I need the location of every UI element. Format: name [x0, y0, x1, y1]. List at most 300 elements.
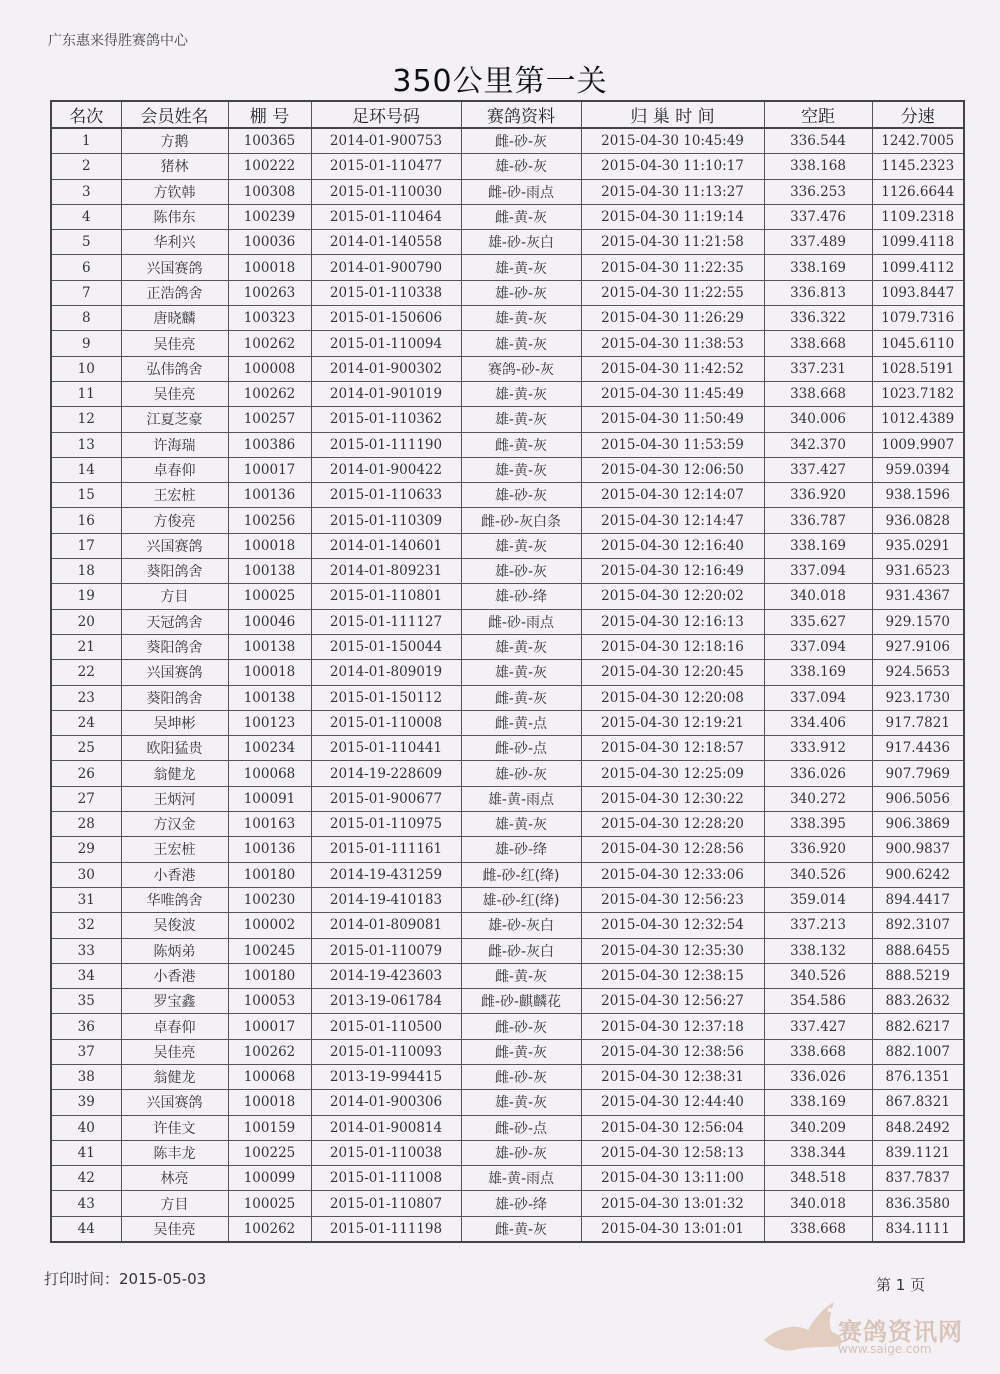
bird-info-cell: 雌-黄-灰: [461, 432, 581, 457]
speed-cell: 959.0394: [872, 457, 964, 482]
speed-cell: 892.3107: [872, 913, 964, 938]
ring-cell: 2015-01-900677: [311, 786, 461, 811]
ring-cell: 2015-01-110094: [311, 331, 461, 356]
bird-info-cell: 雄-黄-灰: [461, 381, 581, 406]
arrival-time-cell: 2015-04-30 12:20:08: [581, 685, 764, 710]
rank-cell: 26: [51, 761, 121, 786]
member-cell: 葵阳鸽舍: [121, 634, 228, 659]
bird-info-cell: 雌-黄-灰: [461, 1216, 581, 1242]
distance-cell: 336.813: [764, 280, 872, 305]
loft-cell: 100386: [228, 432, 311, 457]
arrival-time-cell: 2015-04-30 12:56:27: [581, 989, 764, 1014]
bird-info-cell: 雌-砂-点: [461, 736, 581, 761]
distance-cell: 338.668: [764, 1216, 872, 1242]
speed-cell: 1023.7182: [872, 381, 964, 406]
arrival-time-cell: 2015-04-30 13:01:01: [581, 1216, 764, 1242]
arrival-time-cell: 2015-04-30 11:42:52: [581, 356, 764, 381]
speed-cell: 888.6455: [872, 938, 964, 963]
speed-cell: 834.1111: [872, 1216, 964, 1242]
arrival-time-cell: 2015-04-30 12:18:16: [581, 634, 764, 659]
ring-cell: 2015-01-110477: [311, 154, 461, 179]
speed-cell: 900.9837: [872, 837, 964, 862]
table-row: [51, 736, 964, 761]
rank-cell: 25: [51, 736, 121, 761]
table-row: [51, 457, 964, 482]
member-cell: 方目: [121, 1191, 228, 1216]
arrival-time-cell: 2015-04-30 11:13:27: [581, 179, 764, 204]
distance-cell: 338.168: [764, 154, 872, 179]
ring-cell: 2014-01-140558: [311, 230, 461, 255]
table-row: [51, 331, 964, 356]
table-row: [51, 660, 964, 685]
loft-cell: 100225: [228, 1140, 311, 1165]
distance-cell: 336.026: [764, 761, 872, 786]
bird-info-cell: 雌-砂-红(绛): [461, 862, 581, 887]
bird-info-cell: 雄-黄-灰: [461, 457, 581, 482]
ring-cell: 2015-01-110309: [311, 508, 461, 533]
member-cell: 小香港: [121, 862, 228, 887]
loft-cell: 100262: [228, 331, 311, 356]
speed-cell: 883.2632: [872, 989, 964, 1014]
arrival-time-cell: 2015-04-30 12:32:54: [581, 913, 764, 938]
rank-cell: 16: [51, 508, 121, 533]
member-cell: 方鹅: [121, 128, 228, 154]
bird-info-cell: 雄-黄-灰: [461, 634, 581, 659]
rank-cell: 24: [51, 710, 121, 735]
speed-cell: 894.4417: [872, 887, 964, 912]
table-row: [51, 381, 964, 406]
table-row: [51, 913, 964, 938]
distance-cell: 333.912: [764, 736, 872, 761]
loft-cell: 100308: [228, 179, 311, 204]
arrival-time-cell: 2015-04-30 12:19:21: [581, 710, 764, 735]
member-cell: 小香港: [121, 963, 228, 988]
column-header-loft: 棚 号: [228, 101, 311, 128]
table-row: [51, 407, 964, 432]
speed-cell: 907.7969: [872, 761, 964, 786]
rank-cell: 28: [51, 812, 121, 837]
distance-cell: 336.253: [764, 179, 872, 204]
rank-cell: 8: [51, 306, 121, 331]
loft-cell: 100136: [228, 483, 311, 508]
column-header-ring: 足环号码: [311, 101, 461, 128]
arrival-time-cell: 2015-04-30 12:56:23: [581, 887, 764, 912]
speed-cell: 1093.8447: [872, 280, 964, 305]
bird-info-cell: 雌-黄-点: [461, 710, 581, 735]
member-cell: 吴佳亮: [121, 1039, 228, 1064]
speed-cell: 867.8321: [872, 1090, 964, 1115]
loft-cell: 100222: [228, 154, 311, 179]
table-row: [51, 634, 964, 659]
arrival-time-cell: 2015-04-30 12:28:20: [581, 812, 764, 837]
loft-cell: 100068: [228, 761, 311, 786]
arrival-time-cell: 2015-04-30 12:20:45: [581, 660, 764, 685]
distance-cell: 338.668: [764, 331, 872, 356]
speed-cell: 906.5056: [872, 786, 964, 811]
rank-cell: 43: [51, 1191, 121, 1216]
ring-cell: 2015-01-110441: [311, 736, 461, 761]
speed-cell: 931.6523: [872, 559, 964, 584]
speed-cell: 1099.4112: [872, 255, 964, 280]
distance-cell: 340.526: [764, 862, 872, 887]
table-row: [51, 230, 964, 255]
distance-cell: 337.094: [764, 559, 872, 584]
loft-cell: 100163: [228, 812, 311, 837]
member-cell: 兴国赛鸽: [121, 255, 228, 280]
arrival-time-cell: 2015-04-30 11:50:49: [581, 407, 764, 432]
distance-cell: 348.518: [764, 1166, 872, 1191]
loft-cell: 100099: [228, 1166, 311, 1191]
member-cell: 江夏芝豪: [121, 407, 228, 432]
rank-cell: 30: [51, 862, 121, 887]
rank-cell: 2: [51, 154, 121, 179]
arrival-time-cell: 2015-04-30 11:45:49: [581, 381, 764, 406]
table-row: [51, 508, 964, 533]
distance-cell: 338.169: [764, 1090, 872, 1115]
loft-cell: 100018: [228, 1090, 311, 1115]
ring-cell: 2014-19-431259: [311, 862, 461, 887]
arrival-time-cell: 2015-04-30 12:35:30: [581, 938, 764, 963]
rank-cell: 36: [51, 1014, 121, 1039]
member-cell: 方钦韩: [121, 179, 228, 204]
speed-cell: 929.1570: [872, 609, 964, 634]
rank-cell: 20: [51, 609, 121, 634]
ring-cell: 2015-01-110801: [311, 584, 461, 609]
loft-cell: 100239: [228, 204, 311, 229]
loft-cell: 100180: [228, 963, 311, 988]
ring-cell: 2014-01-900753: [311, 128, 461, 154]
rank-cell: 23: [51, 685, 121, 710]
speed-cell: 1145.2323: [872, 154, 964, 179]
loft-cell: 100018: [228, 660, 311, 685]
distance-cell: 354.586: [764, 989, 872, 1014]
loft-cell: 100025: [228, 1191, 311, 1216]
table-row: [51, 609, 964, 634]
bird-info-cell: 雌-黄-灰: [461, 204, 581, 229]
arrival-time-cell: 2015-04-30 12:38:31: [581, 1064, 764, 1089]
member-cell: 华唯鸽舍: [121, 887, 228, 912]
member-cell: 方目: [121, 584, 228, 609]
rank-cell: 9: [51, 331, 121, 356]
bird-info-cell: 雌-砂-麒麟花: [461, 989, 581, 1014]
column-header-arrival-time: 归 巢 时 间: [581, 101, 764, 128]
arrival-time-cell: 2015-04-30 11:26:29: [581, 306, 764, 331]
table-row: [51, 128, 964, 154]
member-cell: 王宏桩: [121, 483, 228, 508]
speed-cell: 923.1730: [872, 685, 964, 710]
speed-cell: 837.7837: [872, 1166, 964, 1191]
table-row: [51, 533, 964, 558]
ring-cell: 2014-01-901019: [311, 381, 461, 406]
ring-cell: 2014-01-900302: [311, 356, 461, 381]
member-cell: 罗宝鑫: [121, 989, 228, 1014]
loft-cell: 100008: [228, 356, 311, 381]
table-row: [51, 989, 964, 1014]
speed-cell: 1045.6110: [872, 331, 964, 356]
speed-cell: 876.1351: [872, 1064, 964, 1089]
bird-info-cell: 雄-砂-灰: [461, 154, 581, 179]
speed-cell: 888.5219: [872, 963, 964, 988]
arrival-time-cell: 2015-04-30 12:14:47: [581, 508, 764, 533]
table-row: [51, 356, 964, 381]
bird-info-cell: 雄-黄-雨点: [461, 1166, 581, 1191]
bird-info-cell: 雌-砂-灰: [461, 1014, 581, 1039]
bird-info-cell: 雄-砂-红(绛): [461, 887, 581, 912]
member-cell: 吴佳亮: [121, 331, 228, 356]
table-row: [51, 1216, 964, 1242]
member-cell: 华利兴: [121, 230, 228, 255]
speed-cell: 938.1596: [872, 483, 964, 508]
bird-info-cell: 雌-砂-雨点: [461, 609, 581, 634]
loft-cell: 100017: [228, 457, 311, 482]
bird-info-cell: 雄-砂-灰白: [461, 913, 581, 938]
bird-info-cell: 雄-黄-灰: [461, 812, 581, 837]
distance-cell: 337.427: [764, 1014, 872, 1039]
distance-cell: 340.209: [764, 1115, 872, 1140]
column-header-member: 会员姓名: [121, 101, 228, 128]
rank-cell: 7: [51, 280, 121, 305]
table-row: [51, 306, 964, 331]
table-row: [51, 837, 964, 862]
ring-cell: 2014-01-140601: [311, 533, 461, 558]
bird-info-cell: 雌-砂-灰白条: [461, 508, 581, 533]
arrival-time-cell: 2015-04-30 11:21:58: [581, 230, 764, 255]
rank-cell: 38: [51, 1064, 121, 1089]
bird-info-cell: 雌-砂-点: [461, 1115, 581, 1140]
loft-cell: 100036: [228, 230, 311, 255]
ring-cell: 2015-01-111008: [311, 1166, 461, 1191]
watermark-url: www.saige.com: [838, 1342, 932, 1356]
member-cell: 卓春仰: [121, 457, 228, 482]
distance-cell: 359.014: [764, 887, 872, 912]
distance-cell: 338.169: [764, 533, 872, 558]
bird-info-cell: 雌-砂-灰: [461, 1064, 581, 1089]
member-cell: 许佳文: [121, 1115, 228, 1140]
arrival-time-cell: 2015-04-30 12:58:13: [581, 1140, 764, 1165]
ring-cell: 2015-01-111161: [311, 837, 461, 862]
ring-cell: 2015-01-110008: [311, 710, 461, 735]
rank-cell: 29: [51, 837, 121, 862]
bird-info-cell: 雌-黄-灰: [461, 685, 581, 710]
ring-cell: 2014-19-410183: [311, 887, 461, 912]
loft-cell: 100323: [228, 306, 311, 331]
distance-cell: 338.169: [764, 255, 872, 280]
rank-cell: 6: [51, 255, 121, 280]
arrival-time-cell: 2015-04-30 11:19:14: [581, 204, 764, 229]
print-time: 打印时间：2015-05-03: [44, 1270, 207, 1288]
rank-cell: 12: [51, 407, 121, 432]
rank-cell: 44: [51, 1216, 121, 1242]
loft-cell: 100234: [228, 736, 311, 761]
table-row: [51, 1166, 964, 1191]
ring-cell: 2015-01-110464: [311, 204, 461, 229]
distance-cell: 337.489: [764, 230, 872, 255]
member-cell: 吴佳亮: [121, 1216, 228, 1242]
rank-cell: 19: [51, 584, 121, 609]
arrival-time-cell: 2015-04-30 12:28:56: [581, 837, 764, 862]
member-cell: 兴国赛鸽: [121, 533, 228, 558]
loft-cell: 100262: [228, 1216, 311, 1242]
ring-cell: 2015-01-110079: [311, 938, 461, 963]
loft-cell: 100180: [228, 862, 311, 887]
ring-cell: 2015-01-150044: [311, 634, 461, 659]
distance-cell: 338.169: [764, 660, 872, 685]
distance-cell: 337.094: [764, 634, 872, 659]
table-row: [51, 786, 964, 811]
bird-info-cell: 雄-砂-灰: [461, 559, 581, 584]
table-row: [51, 862, 964, 887]
speed-cell: 927.9106: [872, 634, 964, 659]
member-cell: 唐晓麟: [121, 306, 228, 331]
speed-cell: 924.5653: [872, 660, 964, 685]
arrival-time-cell: 2015-04-30 12:56:04: [581, 1115, 764, 1140]
distance-cell: 336.544: [764, 128, 872, 154]
speed-cell: 1126.6644: [872, 179, 964, 204]
bird-info-cell: 雄-黄-灰: [461, 407, 581, 432]
rank-cell: 3: [51, 179, 121, 204]
distance-cell: 336.026: [764, 1064, 872, 1089]
loft-cell: 100257: [228, 407, 311, 432]
table-row: [51, 154, 964, 179]
arrival-time-cell: 2015-04-30 12:16:13: [581, 609, 764, 634]
rank-cell: 17: [51, 533, 121, 558]
table-header-row: [51, 101, 964, 128]
table-row: [51, 761, 964, 786]
ring-cell: 2014-19-423603: [311, 963, 461, 988]
bird-info-cell: 雄-砂-灰: [461, 483, 581, 508]
arrival-time-cell: 2015-04-30 13:11:00: [581, 1166, 764, 1191]
bird-info-cell: 雄-黄-灰: [461, 1090, 581, 1115]
bird-info-cell: 雄-黄-灰: [461, 660, 581, 685]
bird-info-cell: 雄-砂-绛: [461, 837, 581, 862]
loft-cell: 100017: [228, 1014, 311, 1039]
arrival-time-cell: 2015-04-30 12:16:40: [581, 533, 764, 558]
member-cell: 陈炳弟: [121, 938, 228, 963]
table-row: [51, 1191, 964, 1216]
rank-cell: 11: [51, 381, 121, 406]
distance-cell: 338.344: [764, 1140, 872, 1165]
rank-cell: 14: [51, 457, 121, 482]
bird-info-cell: 雄-砂-绛: [461, 584, 581, 609]
loft-cell: 100138: [228, 559, 311, 584]
member-cell: 吴佳亮: [121, 381, 228, 406]
speed-cell: 935.0291: [872, 533, 964, 558]
ring-cell: 2015-01-111198: [311, 1216, 461, 1242]
member-cell: 翁健龙: [121, 1064, 228, 1089]
arrival-time-cell: 2015-04-30 12:18:57: [581, 736, 764, 761]
speed-cell: 1012.4389: [872, 407, 964, 432]
ring-cell: 2015-01-110038: [311, 1140, 461, 1165]
loft-cell: 100002: [228, 913, 311, 938]
loft-cell: 100159: [228, 1115, 311, 1140]
member-cell: 王宏桩: [121, 837, 228, 862]
column-header-rank: 名次: [51, 101, 121, 128]
ring-cell: 2015-01-150606: [311, 306, 461, 331]
arrival-time-cell: 2015-04-30 12:06:50: [581, 457, 764, 482]
rank-cell: 39: [51, 1090, 121, 1115]
member-cell: 欧阳猛贵: [121, 736, 228, 761]
arrival-time-cell: 2015-04-30 10:45:49: [581, 128, 764, 154]
arrival-time-cell: 2015-04-30 12:37:18: [581, 1014, 764, 1039]
rank-cell: 32: [51, 913, 121, 938]
speed-cell: 917.4436: [872, 736, 964, 761]
arrival-time-cell: 2015-04-30 12:38:56: [581, 1039, 764, 1064]
arrival-time-cell: 2015-04-30 11:22:35: [581, 255, 764, 280]
ring-cell: 2015-01-110807: [311, 1191, 461, 1216]
bird-info-cell: 雄-黄-灰: [461, 255, 581, 280]
loft-cell: 100046: [228, 609, 311, 634]
distance-cell: 340.272: [764, 786, 872, 811]
member-cell: 陈丰龙: [121, 1140, 228, 1165]
arrival-time-cell: 2015-04-30 11:10:17: [581, 154, 764, 179]
bird-info-cell: 雄-砂-灰白: [461, 230, 581, 255]
table-row: [51, 204, 964, 229]
speed-cell: 936.0828: [872, 508, 964, 533]
speed-cell: 906.3869: [872, 812, 964, 837]
speed-cell: 848.2492: [872, 1115, 964, 1140]
results-table: [50, 100, 965, 1243]
distance-cell: 336.787: [764, 508, 872, 533]
rank-cell: 40: [51, 1115, 121, 1140]
speed-cell: 1099.4118: [872, 230, 964, 255]
ring-cell: 2014-01-900422: [311, 457, 461, 482]
rank-cell: 4: [51, 204, 121, 229]
loft-cell: 100025: [228, 584, 311, 609]
speed-cell: 1242.7005: [872, 128, 964, 154]
column-header-bird-info: 赛鸽资料: [461, 101, 581, 128]
arrival-time-cell: 2015-04-30 12:14:07: [581, 483, 764, 508]
arrival-time-cell: 2015-04-30 12:38:15: [581, 963, 764, 988]
ring-cell: 2013-19-994415: [311, 1064, 461, 1089]
distance-cell: 340.018: [764, 584, 872, 609]
bird-info-cell: 雌-砂-灰: [461, 128, 581, 154]
loft-cell: 100138: [228, 685, 311, 710]
loft-cell: 100123: [228, 710, 311, 735]
member-cell: 吴俊波: [121, 913, 228, 938]
rank-cell: 10: [51, 356, 121, 381]
ring-cell: 2015-01-150112: [311, 685, 461, 710]
loft-cell: 100018: [228, 255, 311, 280]
rank-cell: 21: [51, 634, 121, 659]
loft-cell: 100138: [228, 634, 311, 659]
member-cell: 吴坤彬: [121, 710, 228, 735]
member-cell: 卓春仰: [121, 1014, 228, 1039]
rank-cell: 5: [51, 230, 121, 255]
distance-cell: 340.018: [764, 1191, 872, 1216]
table-row: [51, 1064, 964, 1089]
distance-cell: 338.668: [764, 1039, 872, 1064]
member-cell: 兴国赛鸽: [121, 660, 228, 685]
arrival-time-cell: 2015-04-30 12:44:40: [581, 1090, 764, 1115]
ring-cell: 2015-01-111190: [311, 432, 461, 457]
arrival-time-cell: 2015-04-30 13:01:32: [581, 1191, 764, 1216]
ring-cell: 2014-01-900790: [311, 255, 461, 280]
rank-cell: 34: [51, 963, 121, 988]
page-title: 350公里第一关: [392, 64, 608, 99]
arrival-time-cell: 2015-04-30 12:33:06: [581, 862, 764, 887]
bird-info-cell: 雄-黄-雨点: [461, 786, 581, 811]
distance-cell: 340.006: [764, 407, 872, 432]
speed-cell: 1028.5191: [872, 356, 964, 381]
distance-cell: 337.231: [764, 356, 872, 381]
column-header-distance: 空距: [764, 101, 872, 128]
rank-cell: 27: [51, 786, 121, 811]
bird-info-cell: 雄-砂-灰: [461, 1140, 581, 1165]
bird-info-cell: 雌-砂-雨点: [461, 179, 581, 204]
loft-cell: 100262: [228, 1039, 311, 1064]
loft-cell: 100263: [228, 280, 311, 305]
member-cell: 兴国赛鸽: [121, 1090, 228, 1115]
